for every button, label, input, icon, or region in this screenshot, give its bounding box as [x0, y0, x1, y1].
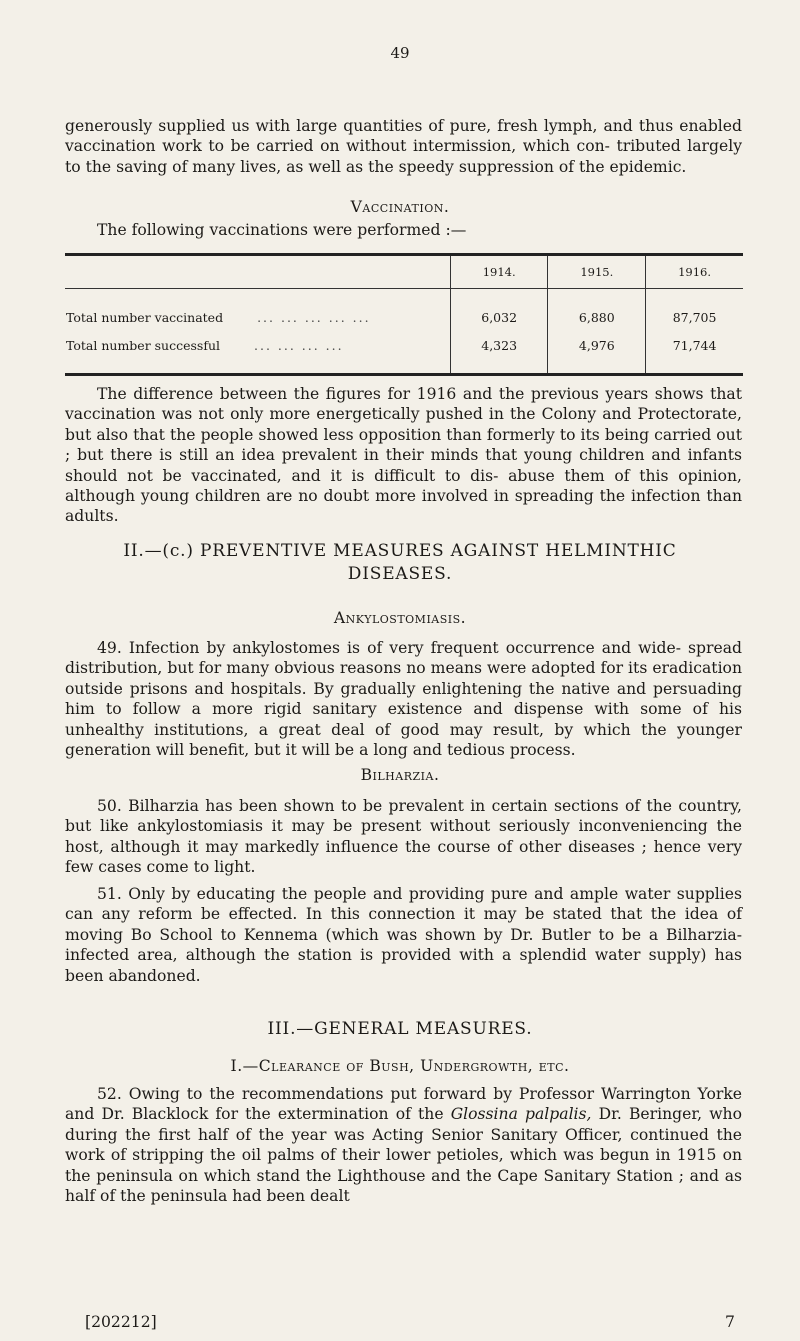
table-cell: 87,705 [646, 303, 743, 331]
subsection-clearance-heading: I.—Clearance of Bush, Undergrowth, etc. [230, 1057, 570, 1075]
species-name: Glossina palpalis, [450, 1105, 592, 1124]
page-number: 49 [390, 44, 410, 62]
table-cell: 6,032 [450, 303, 548, 331]
column-header: 1916. [646, 255, 743, 289]
table-intro: The following vaccinations were performed :— [97, 221, 467, 239]
paragraph-50: 50. Bilharzia has been shown to be prevalent in certain sections of the country, but like ankylostomiasis it may be present without seriously inconveniencing the host, although it may markedly influence the course of other diseases ; hence very few cases come to light. [65, 797, 742, 877]
table-cell: 4,323 [450, 331, 548, 359]
table-row [65, 303, 743, 331]
row-label-text: Total number successful [66, 337, 221, 353]
bilharzia-heading: Bilharzia. [360, 766, 440, 784]
table-cell: 71,744 [646, 331, 743, 359]
column-header: 1914. [450, 255, 548, 289]
paragraph-lymph: generously supplied us with large quantities of pure, fresh lymph, and thus enabled vaccination work to be carried on without intermission, which con- tributed largely to the saving of many lives, as well as the speedy suppression of the epidemic. [65, 117, 742, 176]
paragraph-49: 49. Infection by ankylostomes is of very frequent occurrence and wide- spread distribution, but for many obvious reasons no means were adopted for its eradication outside prisons and hospitals. By gradually enlightening the native and persuading him to follow a more rigid sanitary existence and dispense with some of his unhealthy institutions, a great deal of good may result, by which the younger generation will benefit, but it will be a long and tedious process. [65, 639, 742, 760]
footer-signature: 7 [725, 1313, 735, 1331]
leader-dots: ... ... ... ... [254, 337, 344, 353]
table-cell: 4,976 [548, 331, 646, 359]
vaccination-table [65, 253, 743, 376]
table-row [65, 331, 743, 359]
paragraph-51: 51. Only by educating the people and providing pure and ample water supplies can any reform be effected. In this connection it may be stated that the idea of moving Bo School to Kennema (which was shown by Dr. Butler to be a Bilharzia-infected area, although the station is provided with a splendid water supply) has been abandoned. [65, 885, 742, 985]
row-label-text: Total number vaccinated [66, 309, 224, 325]
paragraph-difference: The difference between the figures for 1916 and the previous years shows that vaccination was not only more energetically pushed in the Colony and Protectorate, but also that the people showed less opposition than formerly to its being carried out ; but there is still an idea prevalent in their minds that young children and infants should not be vaccinated, and it is difficult to dis- abuse them of this opinion, although young children are no doubt more involved in spreading the infection than adults. [65, 385, 742, 526]
table-header-row [65, 255, 743, 289]
ankylostomiasis-heading: Ankylostomiasis. [333, 609, 467, 627]
section-ii-c-heading-line1: II.—(c.) PREVENTIVE MEASURES AGAINST HELMINTHIC [123, 541, 677, 561]
footer-print-code: [202212] [85, 1313, 157, 1331]
column-header: 1915. [548, 255, 646, 289]
row-label [65, 303, 450, 331]
paragraph-52 [65, 1084, 742, 1206]
leader-dots: ... ... ... ... ... [257, 309, 371, 325]
section-iii-heading: III.—GENERAL MEASURES. [267, 1019, 533, 1039]
section-ii-c-heading-line2: DISEASES. [347, 564, 453, 584]
paragraph-52-start: 52. Owing to the recommendations put forward by Professor Warrington Yorke and Dr. Blacklock for the extermination of the [65, 1085, 742, 1124]
row-label [65, 331, 450, 359]
paragraph-52-end: Dr. Beringer, who during the first half of the year was Acting Senior Sanitary Officer, continued the work of stripping the oil palms of their lower petioles, which was begun in 1915 on the peninsula on which stand the Lighthouse and the Cape Sanitary Station ; and as half of the peninsula had been dealt [65, 1105, 742, 1206]
header-blank [65, 255, 450, 289]
table-cell: 6,880 [548, 303, 646, 331]
vaccination-heading: Vaccination. [350, 198, 450, 216]
